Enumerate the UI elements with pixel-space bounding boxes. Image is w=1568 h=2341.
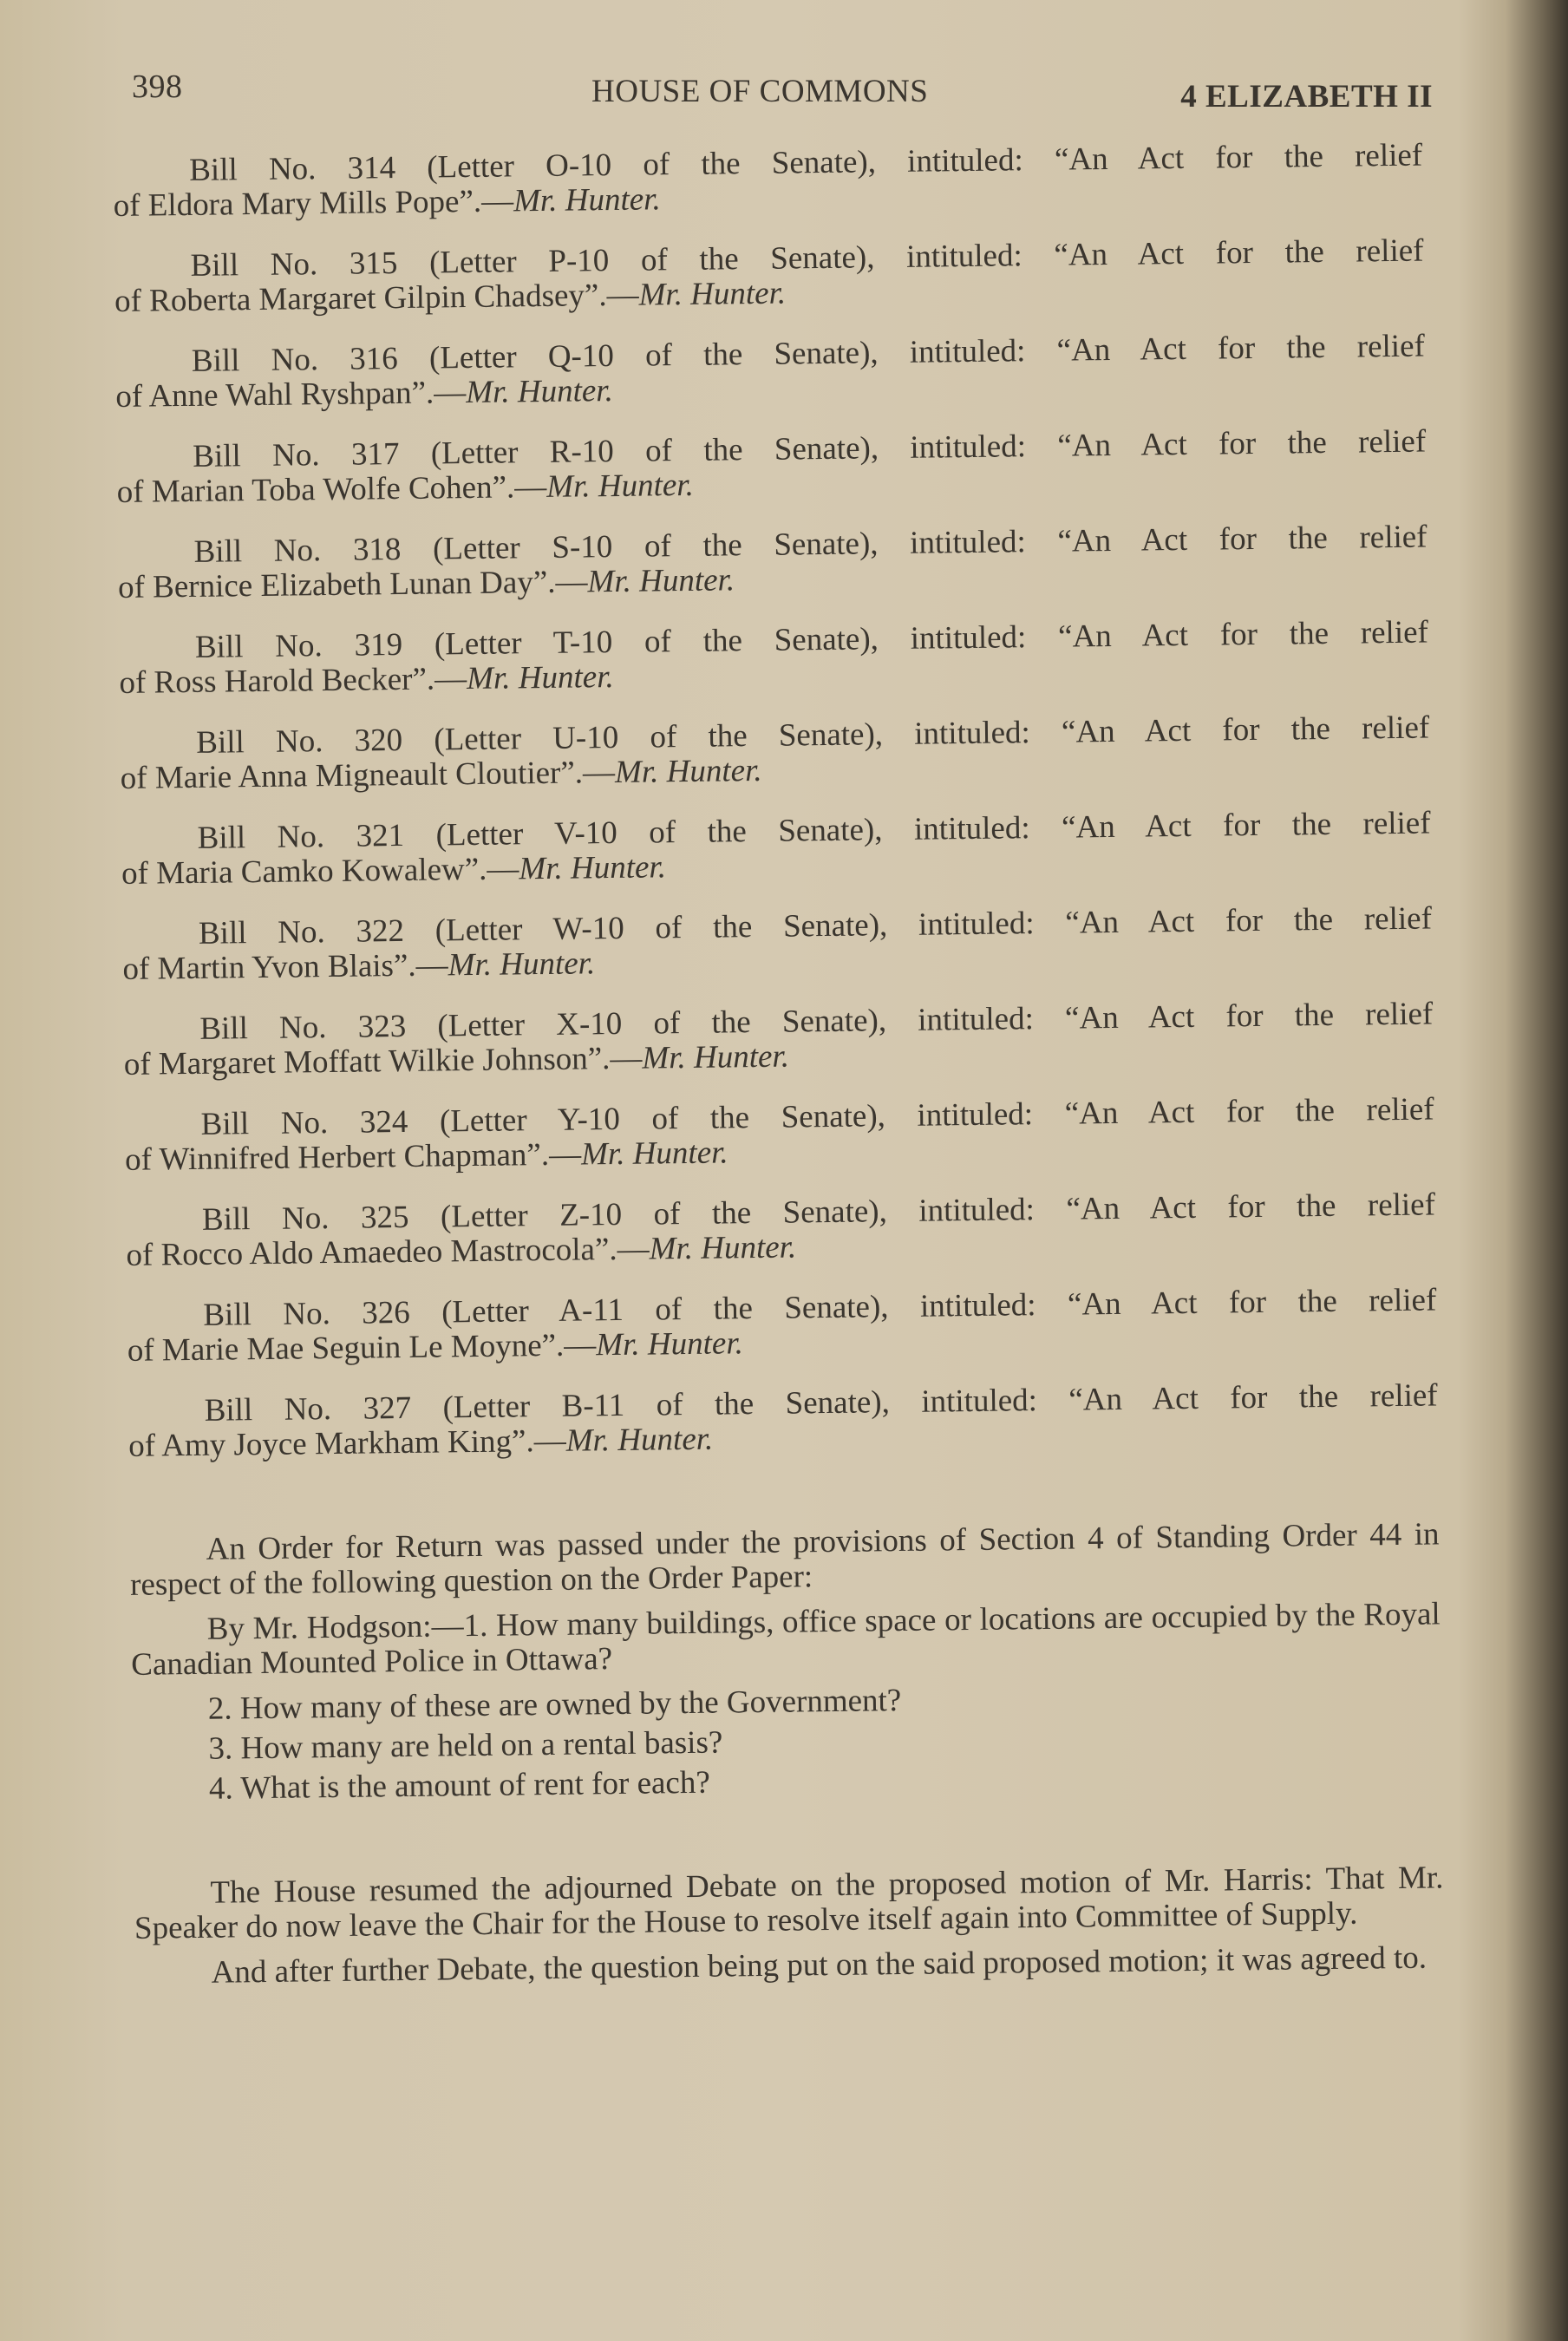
bill-entry: Bill No. 326 (Letter A-11 of the Senate), intituled: “An Act for the relief of Marie Mae Seguin Le Moyne”.—Mr. Hunter. <box>127 1282 1437 1369</box>
mover-name: Mr. Hunter. <box>465 372 614 411</box>
page-number: 398 <box>132 69 183 105</box>
bill-entry: Bill No. 320 (Letter U-10 of the Senate), intituled: “An Act for the relief of Marie Anna Migneault Cloutier”.—Mr. Hunter. <box>120 709 1430 796</box>
mover-name: Mr. Hunter. <box>596 1325 744 1363</box>
bill-entry: Bill No. 324 (Letter Y-10 of the Senate), intituled: “An Act for the relief of Winnifred Herbert Chapman”.—Mr. Hunter. <box>124 1091 1434 1178</box>
mover-name: Mr. Hunter. <box>614 752 762 790</box>
question-1: By Mr. Hodgson:—1. How many buildings, office space or locations are occupied by the Royal Canadian Mounted Police in Ottawa? <box>131 1596 1441 1683</box>
order-for-return-section <box>129 1517 1442 1807</box>
mover-name: Mr. Hunter. <box>513 181 661 219</box>
bill-entry: Bill No. 317 (Letter R-10 of the Senate), intituled: “An Act for the relief of Marian Toba Wolfe Cohen”.—Mr. Hunter. <box>116 423 1427 510</box>
mover-name: Mr. Hunter. <box>580 1135 728 1173</box>
debate-result: And after further Debate, the question being put on the said proposed motion; it was agreed to. <box>211 1939 1428 1991</box>
debate-section <box>134 1860 1445 1991</box>
question-4: 4. What is the amount of rent for each? <box>208 1764 710 1807</box>
question-3: 3. How many are held on a rental basis? <box>208 1724 723 1767</box>
bill-entry: Bill No. 319 (Letter T-10 of the Senate), intituled: “An Act for the relief of Ross Harold Becker”.—Mr. Hunter. <box>119 614 1429 701</box>
page-body <box>113 139 1445 2002</box>
bill-entry: Bill No. 315 (Letter P-10 of the Senate), intituled: “An Act for the relief of Roberta Margaret Gilpin Chadsey”.—Mr. Hunter. <box>114 232 1424 319</box>
mover-name: Mr. Hunter. <box>638 275 787 313</box>
page-header <box>132 68 1433 120</box>
bill-entry: Bill No. 325 (Letter Z-10 of the Senate), intituled: “An Act for the relief of Rocco Aldo Amaedeo Mastrocola”.—Mr. Hunter. <box>126 1187 1436 1273</box>
bill-entry: Bill No. 327 (Letter B-11 of the Senate), intituled: “An Act for the relief of Amy Joyce Markham King”.—Mr. Hunter. <box>127 1377 1438 1464</box>
debate-paragraph: The House resumed the adjourned Debate on the proposed motion of Mr. Harris: That Mr. Speaker do now leave the Chair for the House to resolve itself again into Committee of Supply. <box>134 1860 1444 1946</box>
regnal-year: 4 ELIZABETH II <box>1180 79 1433 114</box>
mover-name: Mr. Hunter. <box>649 1229 797 1267</box>
question-2: 2. How many of these are owned by the Government? <box>207 1683 902 1727</box>
running-title: HOUSE OF COMMONS <box>591 74 929 109</box>
mover-name: Mr. Hunter. <box>466 658 614 697</box>
mover-name: Mr. Hunter. <box>519 849 667 887</box>
mover-name: Mr. Hunter. <box>565 1421 714 1459</box>
bill-entry: Bill No. 322 (Letter W-10 of the Senate), intituled: “An Act for the relief of Martin Yvon Blais”.—Mr. Hunter. <box>122 900 1433 987</box>
mover-name: Mr. Hunter. <box>546 467 695 505</box>
bill-entry: Bill No. 321 (Letter V-10 of the Senate), intituled: “An Act for the relief of Maria Camko Kowalew”.—Mr. Hunter. <box>121 805 1431 892</box>
bill-entry: Bill No. 323 (Letter X-10 of the Senate), intituled: “An Act for the relief of Margaret Moffatt Wilkie Johnson”.—Mr. Hunter. <box>123 996 1434 1082</box>
bill-entry: Bill No. 316 (Letter Q-10 of the Senate), intituled: “An Act for the relief of Anne Wahl Ryshpan”.—Mr. Hunter. <box>115 328 1426 415</box>
mover-name: Mr. Hunter. <box>448 945 596 984</box>
mover-name: Mr. Hunter. <box>587 562 735 600</box>
bill-entry: Bill No. 314 (Letter O-10 of the Senate), intituled: “An Act for the relief of Eldora Mary Mills Pope”.—Mr. Hunter. <box>113 137 1423 224</box>
bill-entry: Bill No. 318 (Letter S-10 of the Senate), intituled: “An Act for the relief of Bernice Elizabeth Lunan Day”.—Mr. Hunter. <box>117 519 1428 605</box>
bills-list <box>113 139 1438 1464</box>
order-for-return-intro: An Order for Return was passed under the provisions of Section 4 of Standing Order 44 in respect of the following question on the Order Paper: <box>129 1516 1440 1603</box>
mover-name: Mr. Hunter. <box>642 1038 790 1076</box>
